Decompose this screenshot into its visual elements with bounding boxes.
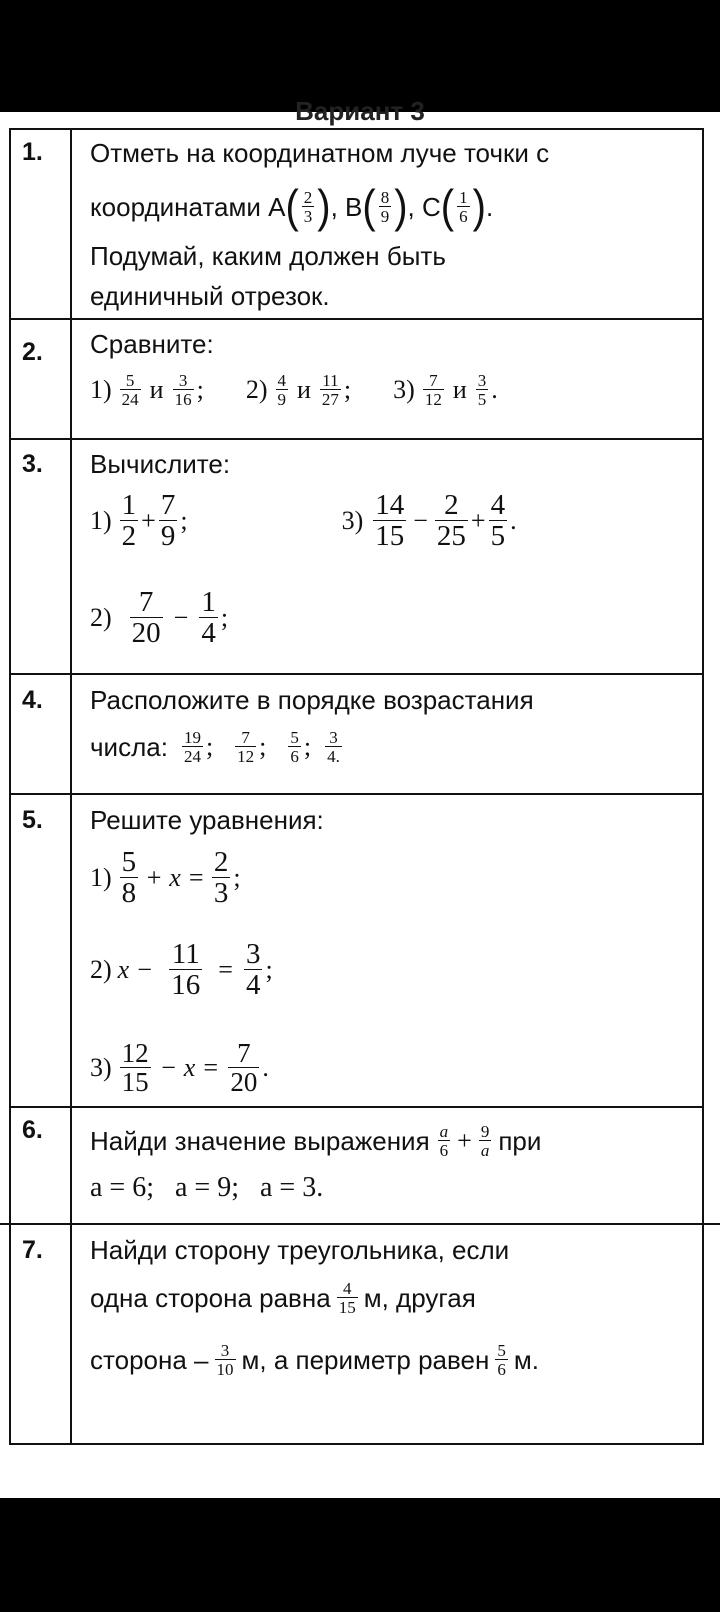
fraction [495, 1342, 508, 1378]
task4-line2 [90, 716, 700, 778]
table-top-border [9, 128, 704, 130]
fraction [235, 729, 256, 765]
variant-title: Вариант 3 [295, 96, 425, 126]
numerator: 5 [497, 1341, 506, 1360]
denominator: 15 [375, 520, 405, 552]
row-divider [0, 1223, 720, 1225]
task7-text: м. [513, 1345, 539, 1375]
fraction [489, 491, 508, 551]
fraction [476, 372, 489, 408]
semicolon: ; [220, 603, 229, 632]
numerator: 3 [178, 371, 188, 390]
semicolon: ; [205, 732, 214, 761]
table-bottom-border [9, 1443, 704, 1445]
numerator: 4 [277, 371, 286, 390]
task7-line1: Найди сторону треугольника, если [90, 1235, 510, 1265]
fraction [479, 1123, 492, 1159]
item-label: 2) [90, 955, 112, 984]
task7-line2 [90, 1268, 700, 1328]
numerator: 7 [241, 728, 250, 747]
numerator: 5 [125, 371, 135, 390]
denominator: 12 [237, 747, 255, 766]
numerator: 19 [183, 728, 201, 747]
task6-values: a = 6; a = 9; a = 3. [90, 1172, 324, 1203]
fraction [337, 1280, 358, 1316]
task1-line1: Отметь на координатном луче точки с [90, 138, 550, 168]
fraction [320, 372, 341, 408]
numerator: 2 [444, 489, 459, 521]
table-left-border [9, 128, 11, 1444]
equation-middle: − x = [159, 1053, 220, 1082]
numerator: 8 [380, 188, 390, 207]
task1-text: координатами А [90, 192, 286, 222]
fraction [379, 189, 392, 225]
task4-label: числа: [90, 732, 168, 762]
task6-line1 [90, 1112, 700, 1170]
fraction [438, 1123, 451, 1159]
task-number: 1. [22, 138, 43, 166]
fraction [169, 940, 202, 1000]
numerator: 2 [303, 188, 313, 207]
numerator: 12 [121, 1038, 149, 1068]
numerator: 3 [477, 371, 487, 390]
header-clip [0, 96, 720, 126]
fraction [120, 372, 141, 408]
minus-sign: − [413, 506, 428, 535]
task3-title: Вычислите: [90, 449, 231, 479]
semicolon: ; [180, 506, 188, 535]
plus-sign: + [457, 1126, 472, 1155]
numerator: 7 [160, 489, 176, 521]
task-number: 5. [22, 806, 43, 834]
fraction [457, 189, 470, 225]
item-label: 3) [393, 375, 415, 404]
denominator: 9 [160, 520, 176, 552]
denominator: 20 [230, 1067, 258, 1097]
semicolon: ; [259, 732, 267, 761]
fraction [373, 491, 406, 551]
item-label: 2) [90, 603, 112, 632]
fraction [276, 372, 289, 408]
item-label: 1) [90, 375, 112, 404]
task3-line2 [90, 576, 700, 660]
numerator: 4 [342, 1279, 352, 1298]
period: . [510, 506, 517, 535]
denominator: 9 [380, 207, 390, 226]
task-number: 7. [22, 1236, 43, 1264]
semicolon: ; [343, 375, 352, 404]
denominator: 20 [131, 617, 161, 649]
fraction [325, 729, 342, 765]
numerator: 9 [480, 1122, 490, 1141]
numerator: 5 [121, 846, 137, 878]
item-label: 3) [90, 1053, 112, 1082]
denominator: 27 [321, 390, 339, 409]
denominator: 12 [424, 390, 442, 409]
fraction [130, 588, 163, 648]
task2-title: Сравните: [90, 329, 214, 359]
semicolon: ; [265, 955, 273, 984]
fraction [423, 372, 444, 408]
denominator: 15 [121, 1067, 149, 1097]
denominator: 4 [201, 617, 216, 649]
denominator: 15 [338, 1298, 356, 1317]
numerator: a [439, 1122, 449, 1141]
numerator: 3 [245, 938, 261, 970]
task4-line1: Расположите в порядке возрастания [90, 685, 534, 715]
denominator: 16 [171, 969, 201, 1001]
numerator: 7 [138, 586, 154, 618]
word-and: и [149, 375, 164, 404]
task-number: 4. [22, 686, 43, 714]
fraction [288, 729, 301, 765]
task2-expressions [90, 360, 700, 420]
equals-sign: = [218, 955, 233, 984]
task1-line4: единичный отрезок. [90, 281, 330, 311]
task7-line3 [90, 1330, 700, 1390]
semicolon: ; [196, 375, 204, 404]
fraction [199, 588, 218, 648]
denominator: 6 [439, 1141, 449, 1160]
row-divider [9, 438, 704, 440]
paren-left: ( [440, 181, 455, 233]
numerator: 14 [375, 489, 405, 521]
task5-eq1 [90, 838, 700, 918]
numerator: 1 [201, 586, 216, 618]
equation-middle: + x = [145, 863, 205, 892]
denominator: 6 [290, 747, 299, 766]
denominator: 24 [121, 390, 139, 409]
table-number-divider [70, 128, 72, 1444]
semicolon: ; [303, 732, 312, 761]
denominator: 4 [245, 969, 261, 1001]
numerator: 11 [322, 371, 339, 390]
item-label: 3) [341, 506, 364, 535]
denominator: 8 [121, 877, 137, 909]
task6-text: Найди значение выражения [90, 1126, 430, 1156]
numerator: 5 [290, 728, 299, 747]
denominator: 3 [303, 207, 313, 226]
fraction [302, 189, 315, 225]
task5-title: Решите уравнения: [90, 805, 324, 835]
paren-right: ) [472, 181, 486, 233]
numerator: 3 [329, 728, 338, 747]
numerator: 4 [490, 489, 506, 521]
item-label: 1) [90, 506, 112, 535]
task-number: 6. [22, 1116, 43, 1144]
separator: , С [407, 192, 441, 222]
numerator: 3 [220, 1341, 230, 1360]
denominator: a [480, 1141, 490, 1160]
task1-line2 [90, 176, 700, 238]
fraction [120, 848, 139, 908]
numerator: 7 [429, 371, 438, 390]
plus-sign: + [470, 506, 486, 535]
item-label: 2) [245, 375, 268, 404]
denominator: 10 [216, 1360, 234, 1379]
task-number: 2. [22, 338, 43, 366]
equation-left: x − [117, 955, 154, 984]
row-divider [9, 673, 704, 675]
denominator: 25 [436, 520, 466, 552]
denominator: 2 [121, 520, 137, 552]
fraction [435, 491, 468, 551]
period: . [491, 375, 498, 404]
row-divider [9, 793, 704, 795]
numerator: 1 [121, 489, 137, 521]
word-and: и [297, 375, 311, 404]
separator: , В [330, 192, 363, 222]
fraction [182, 729, 203, 765]
paren-right: ) [317, 181, 331, 233]
denominator: 24 [183, 747, 201, 766]
task6-text-end: при [498, 1126, 542, 1156]
paren-right: ) [394, 181, 408, 233]
task7-text: сторона – [90, 1345, 209, 1375]
period: . [485, 192, 494, 222]
task5-eq3 [90, 1028, 700, 1108]
denominator: 5 [490, 520, 506, 552]
period: . [262, 1053, 269, 1082]
denominator: 16 [174, 390, 192, 409]
fraction [173, 372, 194, 408]
fraction [120, 491, 139, 551]
numerator: 11 [171, 938, 200, 970]
denominator: 9 [277, 390, 286, 409]
plus-sign: + [141, 506, 156, 535]
task1-line3: Подумай, каким должен быть [90, 241, 446, 271]
minus-sign: − [173, 603, 189, 632]
fraction [212, 848, 231, 908]
worksheet [0, 96, 720, 1498]
task3-line1 [90, 480, 700, 562]
fraction [159, 491, 178, 551]
fraction [215, 1342, 236, 1378]
paren-left: ( [362, 181, 376, 233]
denominator: 6 [497, 1360, 506, 1379]
fraction [120, 1040, 151, 1096]
numerator: 7 [237, 1038, 251, 1068]
paren-left: ( [285, 181, 299, 233]
row-divider [9, 318, 704, 320]
fraction [244, 940, 263, 1000]
denominator: 4. [327, 747, 340, 766]
fraction [228, 1040, 259, 1096]
word-and: и [452, 375, 467, 404]
denominator: 5 [477, 390, 487, 409]
task-number: 3. [22, 450, 43, 478]
table-right-border [702, 128, 704, 1444]
denominator: 3 [213, 877, 229, 909]
denominator: 6 [459, 207, 468, 226]
task7-text: м, другая [363, 1283, 476, 1313]
task5-eq2 [90, 930, 700, 1010]
item-label: 1) [90, 863, 112, 892]
numerator: 1 [459, 188, 468, 207]
numerator: 2 [213, 846, 229, 878]
task7-text: одна сторона равна [90, 1283, 331, 1313]
task7-text: м, а периметр равен [241, 1345, 490, 1375]
semicolon: ; [233, 863, 241, 892]
